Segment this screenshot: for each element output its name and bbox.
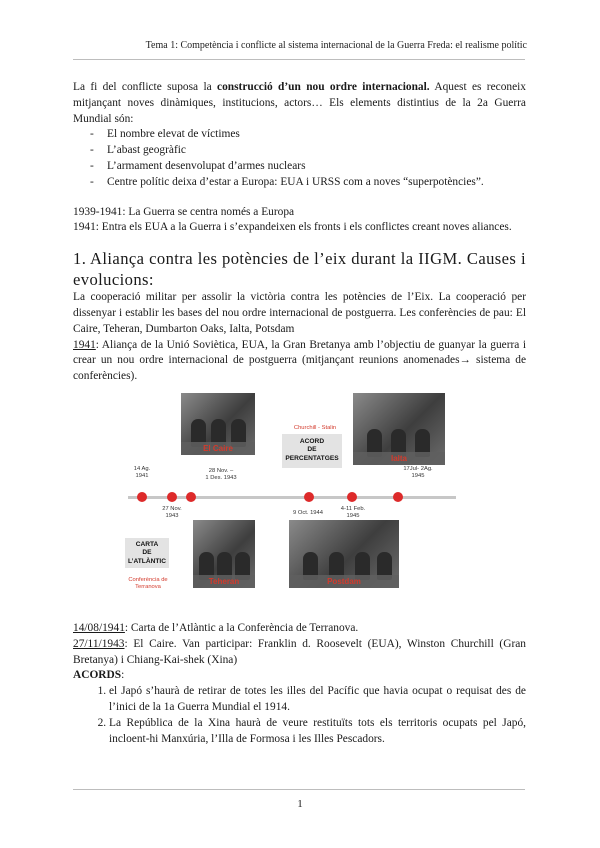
timeline-dot xyxy=(347,492,357,502)
intro-bold: construcció d’un nou ordre internacional. xyxy=(217,81,430,93)
carta-atlantic-box: CARTA DE L’ATLÀNTIC xyxy=(125,538,169,568)
section-heading: 1. Aliança contra les potències de l’eix durant la IIGM. Causes i evolucions: xyxy=(73,249,526,290)
timeline-dot xyxy=(167,492,177,502)
date-label: 28 Nov. – 1 Des. 1943 xyxy=(205,467,237,482)
footer-divider xyxy=(73,789,525,790)
period-1939: 1939-1941: La Guerra se centra només a Europa xyxy=(73,205,295,218)
event-date: 27/11/1943 xyxy=(73,637,125,650)
date-label: 14 Ag. 1941 xyxy=(133,465,151,480)
photo-label-ialta: Ialta xyxy=(353,452,445,465)
document-body xyxy=(73,80,526,747)
photo-label-postdam: Postdam xyxy=(289,575,399,588)
event-27-11-1943 xyxy=(73,637,526,669)
timeline-dot xyxy=(304,492,314,502)
timeline-dot xyxy=(186,492,196,502)
list-item: - L’armament desenvolupat d’armes nuclears xyxy=(90,159,526,175)
photo-label-caire: El Caire xyxy=(181,442,255,455)
timeline-dot xyxy=(137,492,147,502)
photo-ialta xyxy=(353,393,445,465)
photo-el-caire xyxy=(181,393,255,455)
photo-postdam xyxy=(289,520,399,588)
paragraph-1941-text: : Aliança de la Unió Soviètica, EUA, la Gran Bretanya amb l’objectiu de guanyar la guerra i crear un nou ordre internacional de postguerra (mitjançant reunions anomenades→ sistema de conferències). xyxy=(73,338,526,383)
list-item: 2. La República de la Xina haurà de veure restituïts tots els territoris ocupats pel Japó, incloent-hi Manxúria, l’Illa de Formosa i les Illes Pescadors. xyxy=(109,716,526,748)
photo-label-teheran: Teheran xyxy=(193,575,255,588)
page-number: 1 xyxy=(297,798,303,810)
date-label: 27 Nov. 1943 xyxy=(162,505,182,520)
timeline-axis xyxy=(128,496,456,499)
intro-text-2: Aquest es reconeix mitjançant noves dinàmiques, institucions, actors… Els elements distintius de la 2a Guerra Mundial són: xyxy=(73,81,526,125)
list-item: - El nombre elevat de víctimes xyxy=(90,127,526,143)
list-item: 1. el Japó s’haurà de retirar de totes les illes del Pacífic que havia ocupat o requisat des de l’inici de la 1a Guerra Mundial el 1914. xyxy=(109,684,526,716)
page-header: Tema 1: Competència i conflicte al sistema internacional de la Guerra Freda: el realisme polític xyxy=(145,40,527,51)
year-1941: 1941 xyxy=(73,338,96,351)
date-label: 4-11 Feb. 1945 xyxy=(340,505,366,520)
list-item: - Centre polític deixa d’estar a Europa: EUA i URSS com a noves “superpotències”. xyxy=(90,175,526,191)
event-14-08-1941 xyxy=(73,621,526,637)
event-text: : El Caire. Van participar: Franklin d. Roosevelt (EUA), Winston Churchill (Gran Bretanya) i Chiang-Kai-shek (Xina) xyxy=(73,637,526,666)
timeline-dot xyxy=(393,492,403,502)
date-label: 9 Oct. 1944 xyxy=(293,509,323,516)
acords-label: ACORDS xyxy=(73,669,122,682)
paragraph-1941 xyxy=(73,338,526,385)
acords-colon: : xyxy=(121,669,125,682)
acord-subtitle: Churchill - Stalin xyxy=(293,424,337,431)
acords-heading xyxy=(73,668,526,684)
conferences-timeline xyxy=(122,393,462,615)
list-item: - L’abast geogràfic xyxy=(90,143,526,159)
intro-text-1: La fi del conflicte suposa la xyxy=(73,81,218,93)
carta-subtitle: Conferència de Terranova xyxy=(128,576,168,590)
acords-list xyxy=(73,684,526,747)
period-1941: 1941: Entra els EUA a la Guerra i s’expandeixen els fronts i els conflictes creant noves aliances. xyxy=(73,221,512,234)
event-text: : Carta de l’Atlàntic a la Conferència de Terranova. xyxy=(124,621,359,634)
intro-paragraph xyxy=(73,80,526,127)
photo-teheran xyxy=(193,520,255,588)
section-paragraph: La cooperació militar per assolir la victòria contra les potències de l’Eix. La cooperació per dissenyar i establir les bases del nou ordre internacional de postguerra. Les conferències de pau: El Caire, Teheran, Dumbarton Oaks, Ialta, Potsdam xyxy=(73,291,526,335)
distinctive-elements-list xyxy=(73,127,526,190)
date-label: 17Jul- 2Ag. 1945 xyxy=(403,465,433,480)
event-date: 14/08/1941 xyxy=(73,621,125,634)
header-divider xyxy=(73,59,525,60)
acord-percentatges-box: ACORD DE PERCENTATGES xyxy=(282,434,342,468)
